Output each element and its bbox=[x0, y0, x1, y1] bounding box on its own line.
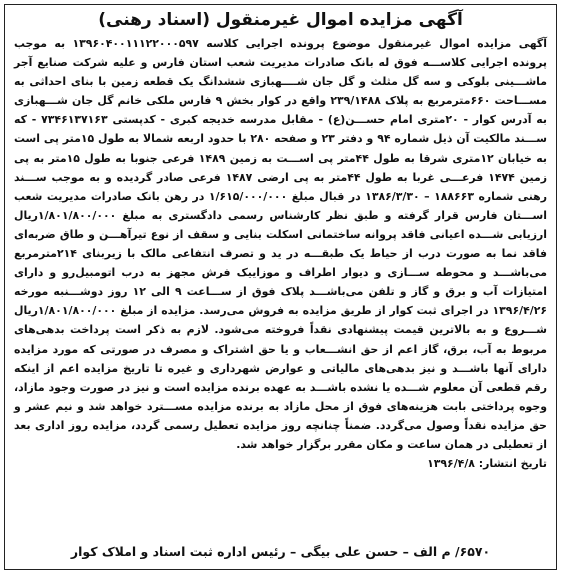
notice-signature: ۶۵۷۰/ م الف – حسن علی بیگی – رئیس اداره ثبت اسناد و املاک کوار bbox=[70, 544, 491, 559]
notice-title: آگهی مزایده اموال غیرمنقول (اسناد رهنی) bbox=[98, 10, 463, 30]
notice-frame bbox=[4, 4, 557, 570]
notice-body bbox=[14, 34, 547, 454]
notice-body-text: آگهی مزایده اموال غیرمنقول موضوع پرونده اجرایی کلاسه ۱۳۹۶۰۴۰۰۱۱۱۲۲۰۰۰۵۹۷ به موجب پرونده اجرایی کلاســـه فوق له بانک صادرات مدیریت شعب استان فارس و علیه شرکت صنایع آجر ماشـــینی بلوکی و سه گل مثلث و گل جان شــــهبازی ششدانگ یک قطعه زمین با بنای احداثی به مســـاحت ۶۶۰مترمربع به پلاک ۲۳۹/۱۴۸۸ واقع در کوار بخش ۹ فارس ملکی خانم گل جان شـــهبازی به آدرس کوار - ۲۰متری امام حســـن(ع) - مقابل مدرسه خدیجه کبری - کدپستی ۷۳۴۶۱۳۷۱۶۳ - که ســـند مالکیت آن ذیل شماره ۹۴ و دفتر ۲۳ و صفحه ۲۸۰ با حدود اربعه شمالا به طول ۱۵متر پی است به خیابان ۱۲متری شرقا به طول ۴۴متر پی اســـت به زمین ۱۴۸۹ فرعی جنوبا به طول ۱۵متر به پی زمین ۱۴۷۴ فرعـــی غربا به طول ۴۴متر به پی ارضی ۱۴۸۷ فرعی صادر گردیده و به موجب ســـند رهنی شماره ۱۸۸۶۶۳ – ۱۳۸۶/۳/۳۰ در قبال مبلغ ۱/۶۱۵/۰۰۰/۰۰۰ در رهن بانک صادرات مدیریت شعب اســـتان فارس قرار گرفته و طبق نظر کارشناس رسمی دادگستری به مبلغ ۱/۸۰۱/۸۰۰/۰۰۰ریال ارزیابی شـــده اعیانی فاقد پروانه ساختمانی اسکلت بنایی و سقف از نوع تیرآهـــن و طاق ضربه‌ای فاقد نما به صورت درب از حیاط یک طبقـــه در ید و تصرف انتفاعی مالک با زیربنای ۲۱۴مترمربع می‌باشـــد و محوطه ســـازی و دیوار اطراف و موزاییک فرش مجهز به درب اتومبیل‌رو و دارای امتیازات آب و برق و گاز و تلفن می‌باشـــد پلاک فوق از ســـاعت ۹ الی ۱۲ روز دوشـــنبه مورخه ۱۳۹۶/۴/۲۶ در اجرای ثبت کوار از طریق مزایده به فروش می‌رسد. مزایده از مبلغ ۱/۸۰۱/۸۰۰/۰۰۰ریال شـــروع و به بالاترین قیمت پیشنهادی نقداً فروخته می‌شود. لازم به ذکر است پرداخت بدهی‌های مربوط به آب، برق، گاز اعم از حق انشـــعاب و یا حق اشتراک و مصرف در صورتی که مورد مزایده دارای آنها باشـــد و نیز بدهی‌های مالیاتی و عوارض شهرداری و غیره تا تاریخ مزایده اعم از اینکه رقم قطعی آن معلوم شـــده یا نشده باشـــد به عهده برنده مزایده است و نیز در صورت وجود مازاد، وجوه پرداختی بابت هزینه‌های فوق از محل مازاد به برنده مزایده مســـترد خواهد شد و نیم عشر و حق مزایده نقداً وصول می‌گردد. ضمناً چنانچه روز مزایده تعطیل رسمی گردد، مزایده روز اداری بعد از تعطیلی در همان ساعت و مکان مقرر برگزار خواهد شد. bbox=[14, 37, 548, 451]
publication-date: تاریخ انتشار: ۱۳۹۶/۴/۸ bbox=[427, 457, 547, 471]
